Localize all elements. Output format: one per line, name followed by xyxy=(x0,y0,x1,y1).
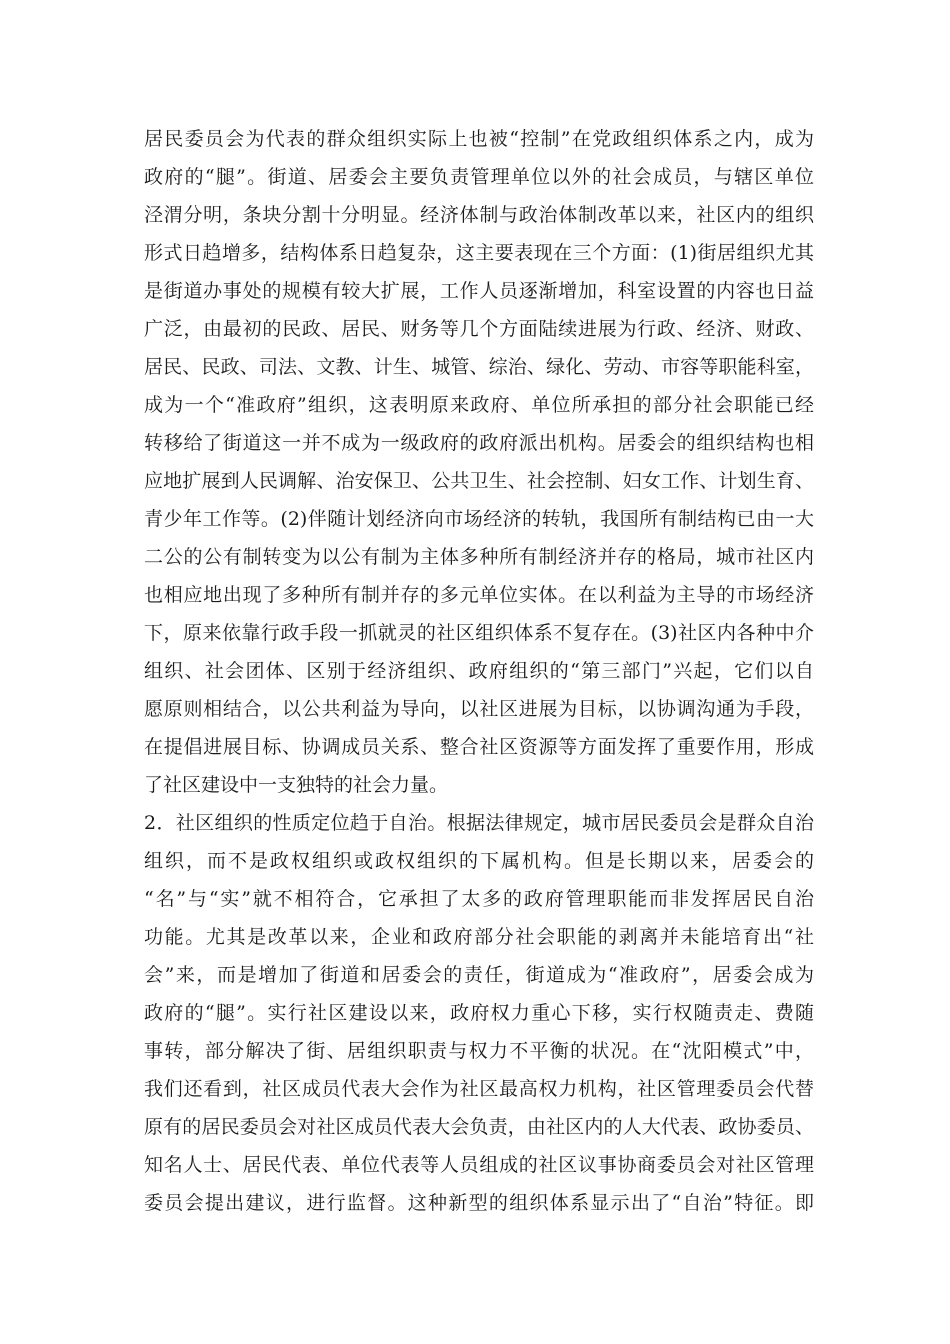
text-line: 是街道办事处的规模有较大扩展，工作人员逐渐增加，科室设置的内容也日益 xyxy=(144,280,814,302)
text-line: “名”与“实”就不相符合，它承担了太多的政府管理职能而非发挥居民自治 xyxy=(144,888,814,910)
text-line: 下，原来依靠行政手段一抓就灵的社区组织体系不复存在。(3)社区内各种中介 xyxy=(144,622,814,644)
text-line: 广泛，由最初的民政、居民、财务等几个方面陆续进展为行政、经济、财政、 xyxy=(144,318,814,340)
text-line: 事转，部分解决了街、居组织职责与权力不平衡的状况。在“沈阳模式”中， xyxy=(144,1040,814,1062)
text-line: 居民委员会为代表的群众组织实际上也被“控制”在党政组织体系之内，成为 xyxy=(144,128,814,150)
text-line: 原有的居民委员会对社区成员代表大会负责，由社区内的人大代表、政协委员、 xyxy=(144,1116,814,1138)
text-line: 了社区建设中一支独特的社会力量。 xyxy=(144,774,449,796)
text-line: 愿原则相结合，以公共利益为导向，以社区进展为目标，以协调沟通为手段， xyxy=(144,698,814,720)
text-line: 在提倡进展目标、协调成员关系、整合社区资源等方面发挥了重要作用，形成 xyxy=(144,736,814,758)
text-line: 应地扩展到人民调解、治安保卫、公共卫生、社会控制、妇女工作、计划生育、 xyxy=(144,470,814,492)
text-line: 政府的“腿”。街道、居委会主要负责管理单位以外的社会成员，与辖区单位 xyxy=(144,166,814,188)
text-line: 知名人士、居民代表、单位代表等人员组成的社区议事协商委员会对社区管理 xyxy=(144,1154,814,1176)
text-line: 青少年工作等。(2)伴随计划经济向市场经济的转轨，我国所有制结构已由一大 xyxy=(144,508,814,530)
text-line: 会”来，而是增加了街道和居委会的责任，街道成为“准政府”，居委会成为 xyxy=(144,964,814,986)
text-line: 组织，而不是政权组织或政权组织的下属机构。但是长期以来，居委会的 xyxy=(144,850,814,872)
text-line: 成为一个“准政府”组织，这表明原来政府、单位所承担的部分社会职能已经 xyxy=(144,394,814,416)
text-line: 居民、民政、司法、文教、计生、城管、综治、绿化、劳动、市容等职能科室， xyxy=(144,356,814,378)
body-text xyxy=(144,120,814,1222)
text-line: 泾渭分明，条块分割十分明显。经济体制与政治体制改革以来，社区内的组织 xyxy=(144,204,814,226)
text-line: 转移给了街道这一并不成为一级政府的政府派出机构。居委会的组织结构也相 xyxy=(144,432,814,454)
text-line: 我们还看到，社区成员代表大会作为社区最高权力机构，社区管理委员会代替 xyxy=(144,1078,814,1100)
text-line: 也相应地出现了多种所有制并存的多元单位实体。在以利益为主导的市场经济 xyxy=(144,584,814,606)
text-line: 2．社区组织的性质定位趋于自治。根据法律规定，城市居民委员会是群众自治 xyxy=(144,812,814,834)
text-line: 形式日趋增多，结构体系日趋复杂，这主要表现在三个方面：(1)街居组织尤其 xyxy=(144,242,814,264)
text-line: 功能。尤其是改革以来，企业和政府部分社会职能的剥离并未能培育出“社 xyxy=(144,926,814,948)
text-line: 委员会提出建议，进行监督。这种新型的组织体系显示出了“自治”特征。即 xyxy=(144,1192,814,1214)
text-line: 政府的“腿”。实行社区建设以来，政府权力重心下移，实行权随责走、费随 xyxy=(144,1002,814,1024)
text-line: 二公的公有制转变为以公有制为主体多种所有制经济并存的格局，城市社区内 xyxy=(144,546,814,568)
text-line: 组织、社会团体、区别于经济组织、政府组织的“第三部门”兴起，它们以自 xyxy=(144,660,814,682)
